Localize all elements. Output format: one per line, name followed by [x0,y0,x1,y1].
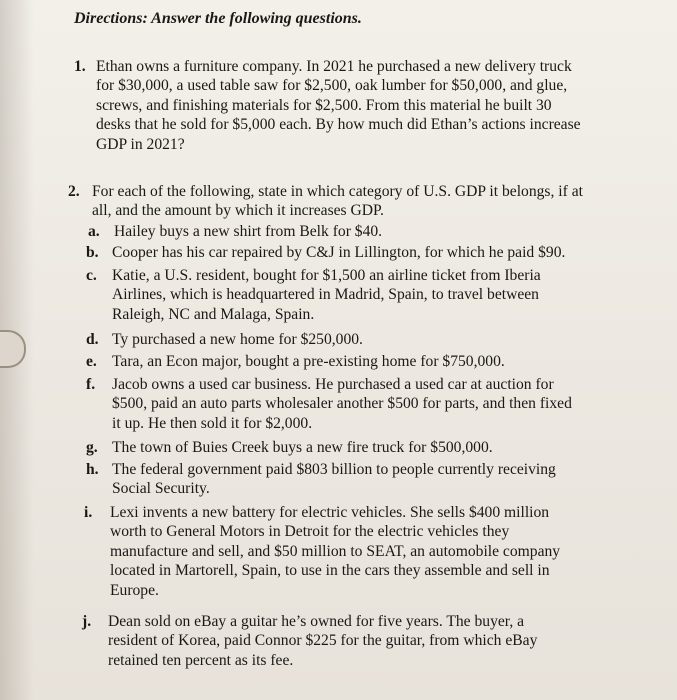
sub-item-line: worth to General Motors in Detroit for the electric vehicles they [110,523,510,541]
question-text [96,57,581,154]
sub-item-letter: f. [86,376,96,393]
question-line: all, and the amount by which it increases GDP. [92,202,384,220]
sub-item-line: retained ten percent as its fee. [108,651,294,669]
sub-item-text [112,266,541,324]
sub-item-line: resident of Korea, paid Connor $225 for the guitar, from which eBay [108,632,538,650]
sub-item-letter: e. [86,353,97,370]
question-line: For each of the following, state in which category of U.S. GDP it belongs, if at [92,183,583,200]
sub-item-letter: h. [86,461,99,478]
question-line: for $30,000, a used table saw for $2,500, oak lumber for $50,000, and glue, [96,77,568,95]
sub-item-line: located in Martorell, Spain, to use in the cars they assemble and sell in [110,562,550,580]
question-number: 1. [74,58,86,75]
sub-item-line: Tara, an Econ major, bought a pre-existing home for $750,000. [112,353,505,370]
sub-item-line: Jacob owns a used car business. He purchased a used car at auction for [112,376,554,393]
sub-item-line: it up. He then sold it for $2,000. [112,414,313,432]
question-number: 2. [68,183,80,200]
sub-item-line: Airlines, which is headquartered in Madrid, Spain, to travel between [112,286,539,304]
sub-item-line: The town of Buies Creek buys a new fire truck for $500,000. [112,439,493,456]
sub-item-line: Katie, a U.S. resident, bought for $1,500 an airline ticket from Iberia [112,267,541,284]
sub-item-letter: d. [86,331,99,348]
question-text [92,182,583,221]
sub-item-text [112,460,556,499]
sub-item-text [112,375,572,433]
sub-item-line: Ty purchased a new home for $250,000. [112,331,363,348]
sub-item-letter: b. [86,244,99,261]
sub-item-line: Raleigh, NC and Malaga, Spain. [112,305,315,323]
question-line: screws, and finishing materials for $2,500. From this material he built 30 [96,96,552,114]
sub-item-text [112,352,505,371]
directions-heading: Directions: Answer the following questions. [74,10,362,27]
sub-item-text [112,243,565,262]
sub-item-line: The federal government paid $803 billion to people currently receiving [112,461,556,478]
sub-item-text [110,503,560,600]
sub-item-line: Cooper has his car repaired by C&J in Lillington, for which he paid $90. [112,244,566,261]
sub-item-letter: c. [86,267,97,284]
sub-item-line: $500, paid an auto parts wholesaler another $500 for parts, and then fixed [112,395,572,413]
sub-item-line: Social Security. [112,480,210,498]
sub-item-line: Europe. [110,581,159,599]
sub-item-text [108,612,537,670]
sub-item-letter: i. [84,504,93,521]
sub-item-letter: g. [86,439,98,456]
sub-item-line: Dean sold on eBay a guitar he’s owned for five years. The buyer, a [108,613,525,630]
sub-item-letter: j. [82,613,92,630]
sub-item-line: Hailey buys a new shirt from Belk for $40. [114,223,383,240]
question-line: Ethan owns a furniture company. In 2021 he purchased a new delivery truck [96,58,572,75]
sub-item-text [112,438,493,457]
sub-item-text [114,222,382,241]
sub-item-line: manufacture and sell, and $50 million to SEAT, an automobile company [110,542,561,560]
sub-item-line: Lexi invents a new battery for electric vehicles. She sells $400 million [110,504,550,521]
sub-item-text [112,330,363,349]
question-line: desks that he sold for $5,000 each. By how much did Ethan’s actions increase [96,116,581,134]
question-line: GDP in 2021? [96,135,185,153]
sub-item-letter: a. [88,223,100,240]
